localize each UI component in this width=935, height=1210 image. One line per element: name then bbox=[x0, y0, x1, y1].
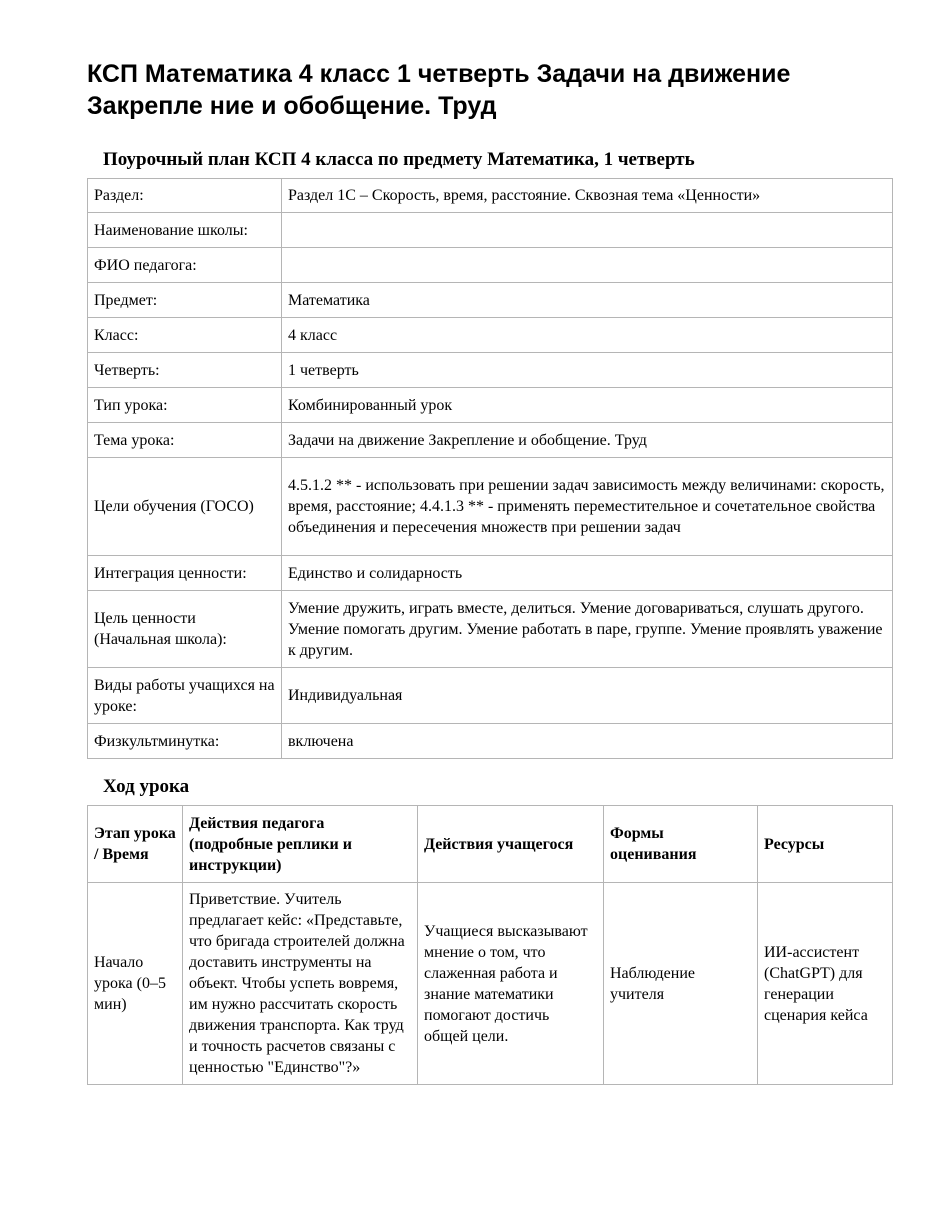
lesson-column-header: Действия учащегося bbox=[418, 806, 604, 883]
info-label: Класс: bbox=[88, 318, 282, 353]
info-label: Предмет: bbox=[88, 283, 282, 318]
info-value bbox=[282, 213, 893, 248]
lesson-cell: Учащиеся высказывают мнение о том, что слаженная работа и знание математики помогают достичь общей цели. bbox=[418, 883, 604, 1085]
info-label: Тип урока: bbox=[88, 388, 282, 423]
info-value: включена bbox=[282, 724, 893, 759]
info-label: Физкультминутка: bbox=[88, 724, 282, 759]
lesson-cell: Приветствие. Учитель предлагает кейс: «Представьте, что бригада строителей должна доставить инструменты на объект. Чтобы успеть вовремя, им нужно рассчитать скорость движения транспорта. Как труд и точность расчетов связаны с ценностью "Единство"?» bbox=[183, 883, 418, 1085]
lesson-cell: Начало урока (0–5 мин) bbox=[88, 883, 183, 1085]
info-row bbox=[88, 353, 893, 388]
info-table-body bbox=[88, 179, 893, 759]
info-label: Виды работы учащихся на уроке: bbox=[88, 668, 282, 724]
info-value: Индивидуальная bbox=[282, 668, 893, 724]
info-label: Раздел: bbox=[88, 179, 282, 213]
info-row bbox=[88, 423, 893, 458]
info-label: Тема урока: bbox=[88, 423, 282, 458]
lesson-cell: ИИ-ассистент (ChatGPT) для генерации сценария кейса bbox=[758, 883, 893, 1085]
info-row bbox=[88, 213, 893, 248]
plan-heading: Поурочный план КСП 4 класса по предмету Математика, 1 четверть bbox=[103, 149, 695, 170]
document-page bbox=[87, 58, 893, 1085]
lesson-column-header: Действия педагога (подробные реплики и инструкции) bbox=[183, 806, 418, 883]
info-row bbox=[88, 388, 893, 423]
info-label: Цели обучения (ГОСО) bbox=[88, 458, 282, 556]
info-label: Четверть: bbox=[88, 353, 282, 388]
info-value: Единство и солидарность bbox=[282, 556, 893, 591]
info-value: Комбинированный урок bbox=[282, 388, 893, 423]
info-row bbox=[88, 668, 893, 724]
info-value: Умение дружить, играть вместе, делиться. Умение договариваться, слушать другого. Умение помогать другим. Умение работать в паре, группе. Умение проявлять уважение к другим. bbox=[282, 591, 893, 668]
lesson-row bbox=[88, 883, 893, 1085]
info-value: Раздел 1С – Скорость, время, расстояние. Сквозная тема «Ценности» bbox=[282, 179, 893, 213]
info-row bbox=[88, 458, 893, 556]
info-label: Интеграция ценности: bbox=[88, 556, 282, 591]
lesson-header-row bbox=[88, 806, 893, 883]
info-value: Математика bbox=[282, 283, 893, 318]
info-row bbox=[88, 248, 893, 283]
info-row bbox=[88, 556, 893, 591]
info-row bbox=[88, 724, 893, 759]
info-value: 4.5.1.2 ** - использовать при решении задач зависимость между величинами: скорость, время, расстояние; 4.4.1.3 ** - применять переместительное и сочетательное свойства объединения и пересечения множеств при решении задач bbox=[282, 458, 893, 556]
info-row bbox=[88, 591, 893, 668]
info-value: 1 четверть bbox=[282, 353, 893, 388]
info-row bbox=[88, 283, 893, 318]
info-label: ФИО педагога: bbox=[88, 248, 282, 283]
info-row bbox=[88, 179, 893, 213]
info-label: Цель ценности (Начальная школа): bbox=[88, 591, 282, 668]
lesson-column-header: Формы оценивания bbox=[604, 806, 758, 883]
info-label: Наименование школы: bbox=[88, 213, 282, 248]
lesson-table-body bbox=[88, 883, 893, 1085]
lesson-column-header: Ресурсы bbox=[758, 806, 893, 883]
lesson-heading: Ход урока bbox=[103, 776, 190, 797]
info-value: Задачи на движение Закрепление и обобщение. Труд bbox=[282, 423, 893, 458]
document-title: КСП Математика 4 класс 1 четверть Задачи на движение Закрепле ние и обобщение. Труд bbox=[87, 60, 791, 120]
lesson-info-table bbox=[87, 178, 893, 759]
lesson-flow-table bbox=[87, 805, 893, 1085]
lesson-cell: Наблюдение учителя bbox=[604, 883, 758, 1085]
info-value bbox=[282, 248, 893, 283]
info-value: 4 класс bbox=[282, 318, 893, 353]
lesson-column-header: Этап урока / Время bbox=[88, 806, 183, 883]
info-row bbox=[88, 318, 893, 353]
